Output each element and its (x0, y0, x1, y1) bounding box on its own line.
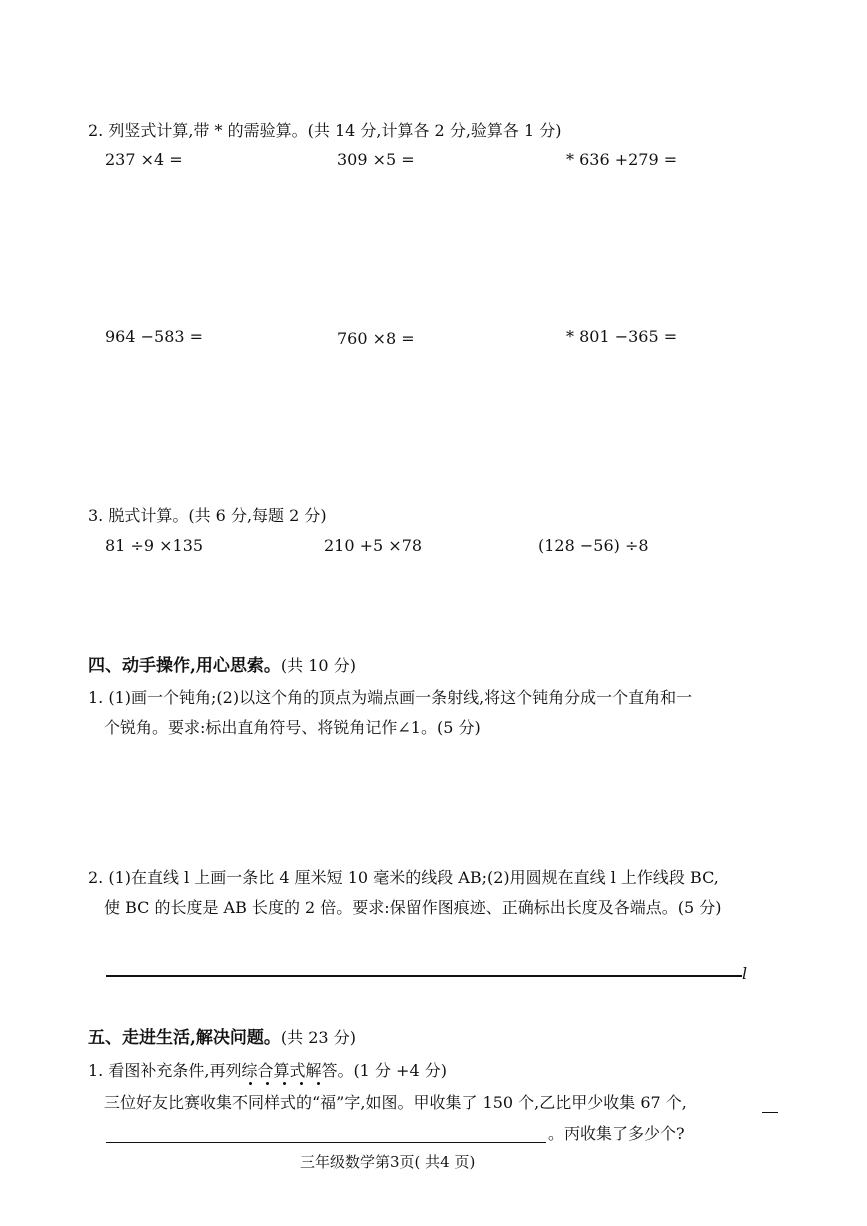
section4-points: (共 10 分) (280, 656, 356, 675)
emphasis-dot (283, 1082, 286, 1085)
emphasis-dot (249, 1082, 252, 1085)
q3-title: 3. 脱式计算。(共 6 分,每题 2 分) (88, 506, 327, 525)
section5-title: 五、走进生活,解决问题。 (88, 1028, 281, 1048)
section5-points: (共 23 分) (280, 1028, 356, 1047)
emphasis-dot (300, 1082, 303, 1085)
line-l (106, 975, 742, 977)
q2-item-1: 237 ×4 = (105, 150, 183, 169)
q2-item-6: * 801 −365 = (566, 327, 678, 346)
answer-blank-1 (762, 1112, 778, 1113)
emphasis-dot (317, 1082, 320, 1085)
q2-title: 2. 列竖式计算,带 * 的需验算。(共 14 分,计算各 2 分,验算各 1 分) (88, 121, 562, 140)
section4-q1-line1: 1. (1)画一个钝角;(2)以这个角的顶点为端点画一条射线,将这个钝角分成一个直角和一 (88, 688, 693, 707)
page-footer: 三年级数学第3页( 共4 页) (300, 1153, 476, 1171)
q2-item-4: 964 −583 = (105, 327, 204, 346)
q3-item-3: (128 −56) ÷8 (538, 536, 649, 555)
q3-item-1: 81 ÷9 ×135 (105, 536, 204, 555)
section5-q1-line2: 三位好友比赛收集不同样式的“福”字,如图。甲收集了 150 个,乙比甲少收集 67 个, (104, 1093, 687, 1112)
section5-heading (88, 1028, 356, 1048)
section5-q1-line1: 1. 看图补充条件,再列综合算式解答。(1 分 +4 分) (88, 1061, 447, 1080)
line-l-label: l (742, 964, 748, 983)
q2-item-3: * 636 +279 = (566, 150, 678, 169)
section5-q1-line3: 。丙收集了多少个? (548, 1124, 685, 1143)
q2-item-5: 760 ×8 = (337, 329, 415, 348)
section4-q1-line2: 个锐角。要求:标出直角符号、将锐角记作∠1。(5 分) (104, 718, 481, 737)
q3-item-2: 210 +5 ×78 (324, 536, 423, 555)
section4-q2-line2: 使 BC 的长度是 AB 长度的 2 倍。要求:保留作图痕迹、正确标出长度及各端点。(5 分) (104, 898, 722, 917)
q2-item-2: 309 ×5 = (337, 150, 415, 169)
section4-title: 四、动手操作,用心思索。 (88, 656, 281, 676)
emphasis-dot (266, 1082, 269, 1085)
answer-blank-2 (106, 1142, 546, 1143)
section4-q2-line1: 2. (1)在直线 l 上画一条比 4 厘米短 10 毫米的线段 AB;(2)用圆规在直线 l 上作线段 BC, (88, 868, 719, 887)
section4-heading (88, 656, 356, 676)
